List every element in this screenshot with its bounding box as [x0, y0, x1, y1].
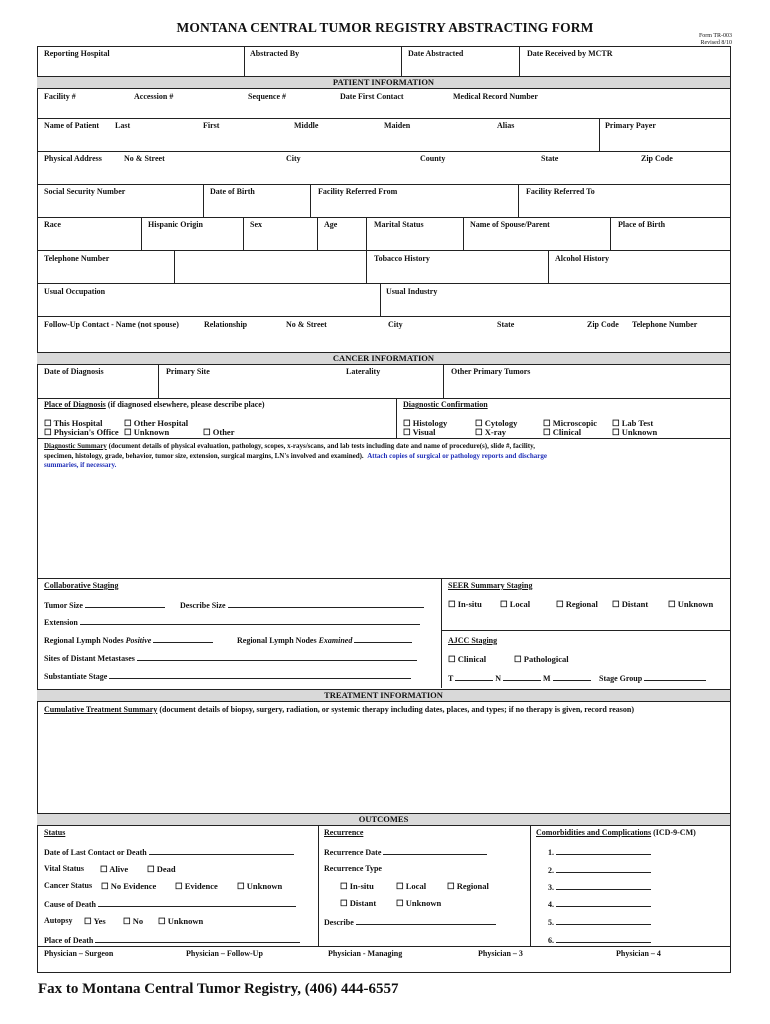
m-label: M: [542, 674, 551, 683]
cb-seer-unknown[interactable]: ☐ Unknown: [668, 599, 714, 609]
recurrence-type-label: Recurrence Type: [324, 864, 382, 873]
place-of-death-field[interactable]: [44, 934, 300, 945]
date-received-field[interactable]: Date Received by MCTR: [527, 49, 613, 58]
usual-occupation-field[interactable]: Usual Occupation: [44, 287, 106, 296]
cb-label: Clinical: [552, 427, 582, 437]
zip-field[interactable]: Zip Code: [641, 154, 673, 163]
cb-autopsy-yes[interactable]: ☐ Yes: [84, 916, 106, 926]
dx-summary-text-1: (document details of physical evaluation, pathology, scopes, x-rays/scans, and lab tests including date and name of procedure(s), slide #, facility,: [106, 442, 535, 450]
cb-autopsy-unknown[interactable]: ☐ Unknown: [158, 916, 204, 926]
rln-examined-italic: Examined: [318, 636, 353, 645]
cb-label: Cytology: [484, 418, 518, 428]
extension-field[interactable]: [44, 616, 420, 627]
divider: [530, 825, 531, 946]
cb-label: Other: [212, 427, 235, 437]
maiden-name-field[interactable]: Maiden: [384, 121, 411, 130]
cb-xray[interactable]: ☐ X-ray: [475, 427, 506, 437]
cause-of-death-label: Cause of Death: [44, 900, 96, 909]
comorbidity-1-field[interactable]: [548, 846, 651, 857]
physician-managing-field[interactable]: Physician - Managing: [328, 949, 403, 958]
patient-info-band: PATIENT INFORMATION: [37, 76, 730, 89]
cb-label: Unknown: [167, 916, 204, 926]
stage-group-label: Stage Group: [599, 674, 643, 683]
blank-line: [356, 916, 496, 925]
comorbidity-number: 1.: [548, 848, 554, 857]
name-of-patient-label: Name of Patient: [44, 121, 100, 130]
describe-size-label: Describe Size: [180, 601, 226, 610]
cb-label: Unknown: [405, 898, 442, 908]
sequence-field[interactable]: Sequence #: [248, 92, 286, 101]
treatment-info-band: TREATMENT INFORMATION: [37, 689, 730, 702]
street-field[interactable]: No & Street: [124, 154, 165, 163]
substantiate-stage-field[interactable]: [44, 670, 411, 681]
seer-staging-label: SEER Summary Staging: [448, 581, 533, 590]
form-revised: Revised 8/10: [700, 40, 732, 46]
blank-line: [109, 670, 411, 679]
recurrence-label: Recurrence: [324, 828, 364, 837]
cb-label: No: [132, 916, 144, 926]
physical-address-label: Physical Address: [44, 154, 102, 163]
divider: [548, 250, 549, 283]
divider: [317, 217, 318, 250]
blank-line: [455, 672, 493, 681]
physician-surgeon-field[interactable]: Physician – Surgeon: [44, 949, 114, 958]
recurrence-date-label: Recurrence Date: [324, 848, 382, 857]
rln-positive-label: Regional Lymph Nodes: [44, 636, 126, 645]
rule: [37, 118, 731, 119]
describe-size-field[interactable]: [180, 599, 424, 610]
cb-dead[interactable]: ☐ Dead: [147, 864, 176, 874]
comorbidity-number: 4.: [548, 900, 554, 909]
cb-other-place[interactable]: ☐ Other: [203, 427, 235, 437]
cb-lab-test[interactable]: ☐ Lab Test: [612, 418, 654, 428]
divider: [366, 217, 367, 250]
dx-summary-attach-note-2: summaries, if necessary.: [44, 461, 117, 469]
hispanic-origin-field[interactable]: Hispanic Origin: [148, 220, 203, 229]
cb-label: Lab Test: [621, 418, 654, 428]
cb-label: Visual: [412, 427, 436, 437]
cb-rec-distant[interactable]: ☐ Distant: [340, 898, 377, 908]
blank-line: [95, 934, 300, 943]
cb-label: Local: [405, 881, 427, 891]
alcohol-history-field[interactable]: Alcohol History: [555, 254, 609, 263]
divider: [599, 118, 600, 151]
rln-examined-field[interactable]: [237, 634, 412, 645]
divider: [380, 283, 381, 316]
tumor-size-label: Tumor Size: [44, 601, 83, 610]
cb-label: Distant: [621, 599, 649, 609]
fax-footer: Fax to Montana Central Tumor Registry, (406) 444-6557: [38, 981, 399, 997]
cb-label: Local: [509, 599, 531, 609]
cb-label: Clinical: [457, 654, 487, 664]
cb-seer-regional[interactable]: ☐ Regional: [556, 599, 598, 609]
recurrence-date-field[interactable]: [324, 846, 487, 857]
n-label: N: [495, 674, 501, 683]
divider: [244, 46, 245, 76]
cb-label: No Evidence: [110, 881, 157, 891]
treatment-summary-textarea[interactable]: [40, 718, 728, 810]
cb-physicians-office[interactable]: ☐ Physician's Office: [44, 427, 119, 437]
comorbidity-3-field[interactable]: [548, 881, 651, 892]
divider: [401, 46, 402, 76]
place-dx-note: (if diagnosed elsewhere, please describe place): [107, 400, 265, 409]
rln-positive-field[interactable]: [44, 634, 213, 645]
cb-rec-local[interactable]: ☐ Local: [396, 881, 427, 891]
cause-of-death-field[interactable]: [44, 898, 296, 909]
divider: [203, 184, 204, 217]
rule: [37, 398, 731, 399]
treatment-summary-label: [44, 705, 634, 714]
state-field[interactable]: State: [541, 154, 559, 163]
cb-seer-local[interactable]: ☐ Local: [500, 599, 531, 609]
rule: [37, 578, 731, 579]
laterality-field[interactable]: Laterality: [346, 367, 381, 376]
followup-state-field[interactable]: State: [497, 320, 515, 329]
cb-label: This Hospital: [53, 418, 103, 428]
mrn-field[interactable]: Medical Record Number: [453, 92, 538, 101]
cb-label: Regional: [456, 881, 489, 891]
cb-seer-insitu[interactable]: ☐ In-situ: [448, 599, 482, 609]
alias-field[interactable]: Alias: [497, 121, 515, 130]
rln-examined-label: Regional Lymph Nodes: [237, 636, 319, 645]
cb-label: In-situ: [457, 599, 482, 609]
cancer-status-label: Cancer Status: [44, 881, 93, 890]
comorbidities-heading: Comorbidities and Complications: [536, 828, 652, 837]
telephone-field[interactable]: Telephone Number: [44, 254, 110, 263]
cb-autopsy-no[interactable]: ☐ No: [123, 916, 144, 926]
treatment-summary-note: (document details of biopsy, surgery, radiation, or systemic therapy including dates, places, and types; if no therapy is given, record reason): [157, 705, 634, 714]
divider: [463, 217, 464, 250]
frame-top: [37, 46, 731, 47]
cb-label: Regional: [565, 599, 598, 609]
dx-summary-attach-note: Attach copies of surgical or pathology reports and discharge: [367, 451, 547, 460]
facility-field[interactable]: Facility #: [44, 92, 76, 101]
blank-line: [85, 599, 165, 608]
cb-label: Unknown: [677, 599, 714, 609]
cb-label: Dead: [156, 864, 176, 874]
rln-positive-italic: Positive: [125, 636, 152, 645]
blank-line: [556, 934, 651, 943]
cb-rec-insitu[interactable]: ☐ In-situ: [340, 881, 374, 891]
cb-histology[interactable]: ☐ Histology: [403, 418, 448, 428]
cb-label: Evidence: [184, 881, 218, 891]
other-primary-tumors-field[interactable]: Other Primary Tumors: [451, 367, 531, 376]
outcomes-band: OUTCOMES: [37, 813, 730, 826]
autopsy-label: Autopsy: [44, 916, 73, 925]
facility-referred-to-field[interactable]: Facility Referred To: [526, 187, 595, 196]
blank-line: [556, 846, 651, 855]
divider: [141, 217, 142, 250]
physician-4-field[interactable]: Physician – 4: [616, 949, 661, 958]
sex-field[interactable]: Sex: [250, 220, 262, 229]
blank-line: [644, 672, 706, 681]
spouse-name-field[interactable]: Name of Spouse/Parent: [470, 220, 550, 229]
divider: [396, 398, 397, 438]
cb-label: Unknown: [133, 427, 170, 437]
cb-this-hospital[interactable]: ☐ This Hospital: [44, 418, 103, 428]
divider: [174, 250, 175, 283]
blank-line: [228, 599, 424, 608]
blank-line: [503, 672, 541, 681]
usual-industry-field[interactable]: Usual Industry: [386, 287, 438, 296]
last-name-field[interactable]: Last: [115, 121, 131, 130]
rule: [37, 250, 731, 251]
distant-mets-field[interactable]: [44, 652, 417, 663]
divider: [310, 184, 311, 217]
extension-label: Extension: [44, 618, 78, 627]
cb-unknown-place[interactable]: ☐ Unknown: [124, 427, 170, 437]
followup-phone-field[interactable]: Telephone Number: [632, 320, 698, 329]
place-dx-heading: Place of Diagnosis: [44, 400, 106, 409]
status-label: Status: [44, 828, 66, 837]
vital-status-label: Vital Status: [44, 864, 84, 873]
describe-field[interactable]: [324, 916, 496, 927]
cb-unknown-confirm[interactable]: ☐ Unknown: [612, 427, 658, 437]
cb-clinical-confirm[interactable]: ☐ Clinical: [543, 427, 582, 437]
followup-zip-field[interactable]: Zip Code: [587, 320, 619, 329]
cb-cancer-status-unknown[interactable]: ☐ Unknown: [237, 881, 283, 891]
accession-field[interactable]: Accession #: [134, 92, 174, 101]
divider: [158, 364, 159, 398]
blank-line: [556, 898, 651, 907]
cb-label: Other Hospital: [133, 418, 189, 428]
tumor-size-field[interactable]: [44, 599, 165, 610]
diagnostic-summary-textarea[interactable]: [40, 472, 728, 576]
comorbidities-label: [536, 828, 696, 837]
blank-line: [98, 898, 296, 907]
followup-city-field[interactable]: City: [388, 320, 403, 329]
race-field[interactable]: Race: [44, 220, 61, 229]
blank-line: [80, 616, 420, 625]
rule: [37, 438, 731, 439]
form-number: Form TR-003: [698, 33, 732, 39]
ajcc-tnm-fields[interactable]: [448, 672, 591, 683]
cb-rec-regional[interactable]: ☐ Regional: [447, 881, 489, 891]
rule: [37, 316, 731, 317]
t-label: T: [448, 674, 454, 683]
dx-summary-text-2: specimen, histology, grade, behavior, tumor size, extension, surgical margins, LN's involved and examined).: [44, 451, 364, 460]
place-of-birth-field[interactable]: Place of Birth: [618, 220, 666, 229]
distant-mets-label: Sites of Distant Metastases: [44, 654, 135, 663]
comorbidity-number: 6.: [548, 936, 554, 945]
marital-status-field[interactable]: Marital Status: [374, 220, 424, 229]
date-last-contact-field[interactable]: [44, 846, 294, 857]
date-first-contact-field[interactable]: Date First Contact: [340, 92, 404, 101]
cb-label: Unknown: [246, 881, 283, 891]
comorbidity-number: 5.: [548, 918, 554, 927]
cb-label: Pathological: [523, 654, 569, 664]
ssn-field[interactable]: Social Security Number: [44, 187, 126, 196]
substantiate-label: Substantiate Stage: [44, 672, 108, 681]
blank-line: [153, 634, 213, 643]
date-abstracted-field[interactable]: Date Abstracted: [408, 49, 464, 58]
cb-rec-unknown[interactable]: ☐ Unknown: [396, 898, 442, 908]
abstracted-by-field[interactable]: Abstracted By: [250, 49, 300, 58]
dob-field[interactable]: Date of Birth: [210, 187, 255, 196]
cb-microscopic[interactable]: ☐ Microscopic: [543, 418, 597, 428]
physician-followup-field[interactable]: Physician – Follow-Up: [186, 949, 263, 958]
city-field[interactable]: City: [286, 154, 301, 163]
rule: [441, 630, 731, 631]
divider: [519, 46, 520, 76]
cb-no-evidence[interactable]: ☐ No Evidence: [101, 881, 157, 891]
cb-ajcc-pathological[interactable]: ☐ Pathological: [514, 654, 569, 664]
cb-alive[interactable]: ☐ Alive: [100, 864, 129, 874]
county-field[interactable]: County: [420, 154, 446, 163]
comorbidity-5-field[interactable]: [548, 916, 651, 927]
cb-label: Distant: [349, 898, 377, 908]
date-last-contact-label: Date of Last Contact or Death: [44, 848, 147, 857]
rule: [37, 151, 731, 152]
dx-summary-heading: Diagnostic Summary: [44, 442, 107, 450]
tobacco-history-field[interactable]: Tobacco History: [374, 254, 430, 263]
blank-line: [354, 634, 412, 643]
rule: [37, 184, 731, 185]
place-of-diagnosis-label: [44, 400, 265, 409]
cb-label: Unknown: [621, 427, 658, 437]
divider: [443, 364, 444, 398]
primary-site-field[interactable]: Primary Site: [166, 367, 210, 376]
blank-line: [383, 846, 487, 855]
treatment-summary-heading: Cumulative Treatment Summary: [44, 705, 158, 714]
divider: [318, 825, 319, 946]
collab-staging-label: Collaborative Staging: [44, 581, 119, 590]
cb-label: Yes: [93, 916, 106, 926]
comorbidities-code: (ICD-9-CM): [651, 828, 696, 837]
comorbidity-number: 3.: [548, 883, 554, 892]
blank-line: [556, 864, 651, 873]
comorbidity-6-field[interactable]: [548, 934, 651, 945]
cb-evidence[interactable]: ☐ Evidence: [175, 881, 218, 891]
divider: [243, 217, 244, 250]
frame-bottom: [37, 972, 731, 973]
describe-label: Describe: [324, 918, 354, 927]
first-name-field[interactable]: First: [203, 121, 220, 130]
cancer-info-band: CANCER INFORMATION: [37, 352, 730, 365]
rule: [37, 283, 731, 284]
blank-line: [137, 652, 417, 661]
reporting-hospital-field[interactable]: Reporting Hospital: [44, 49, 110, 58]
divider: [610, 217, 611, 250]
cb-label: Physician's Office: [53, 427, 119, 437]
blank-line: [149, 846, 294, 855]
stage-group-field[interactable]: [599, 672, 706, 683]
blank-line: [556, 916, 651, 925]
ajcc-staging-label: AJCC Staging: [448, 636, 498, 645]
relationship-field[interactable]: Relationship: [204, 320, 248, 329]
comorbidity-2-field[interactable]: [548, 864, 651, 875]
followup-street-field[interactable]: No & Street: [286, 320, 327, 329]
physician-3-field[interactable]: Physician – 3: [478, 949, 523, 958]
cb-cytology[interactable]: ☐ Cytology: [475, 418, 518, 428]
comorbidity-number: 2.: [548, 866, 554, 875]
age-field[interactable]: Age: [324, 220, 338, 229]
cb-other-hospital[interactable]: ☐ Other Hospital: [124, 418, 189, 428]
cb-label: X-ray: [484, 427, 506, 437]
facility-referred-from-field[interactable]: Facility Referred From: [318, 187, 398, 196]
diagnostic-summary-label: [44, 442, 547, 471]
date-of-diagnosis-field[interactable]: Date of Diagnosis: [44, 367, 104, 376]
cb-label: Microscopic: [552, 418, 597, 428]
divider: [518, 184, 519, 217]
dx-confirmation-label: Diagnostic Confirmation: [403, 400, 488, 409]
form-title: MONTANA CENTRAL TUMOR REGISTRY ABSTRACTING FORM: [176, 20, 594, 35]
comorbidity-4-field[interactable]: [548, 898, 651, 909]
cb-label: Histology: [412, 418, 448, 428]
rule: [37, 946, 731, 947]
cb-label: Alive: [109, 864, 129, 874]
cb-ajcc-clinical[interactable]: ☐ Clinical: [448, 654, 487, 664]
primary-payer-field[interactable]: Primary Payer: [605, 121, 656, 130]
followup-contact-field[interactable]: Follow-Up Contact - Name (not spouse): [44, 320, 179, 329]
divider: [366, 250, 367, 283]
divider: [441, 578, 442, 688]
blank-line: [556, 881, 651, 890]
blank-line: [553, 672, 591, 681]
middle-name-field[interactable]: Middle: [294, 121, 319, 130]
cb-visual[interactable]: ☐ Visual: [403, 427, 436, 437]
cb-label: In-situ: [349, 881, 374, 891]
cb-seer-distant[interactable]: ☐ Distant: [612, 599, 649, 609]
place-of-death-label: Place of Death: [44, 936, 94, 945]
